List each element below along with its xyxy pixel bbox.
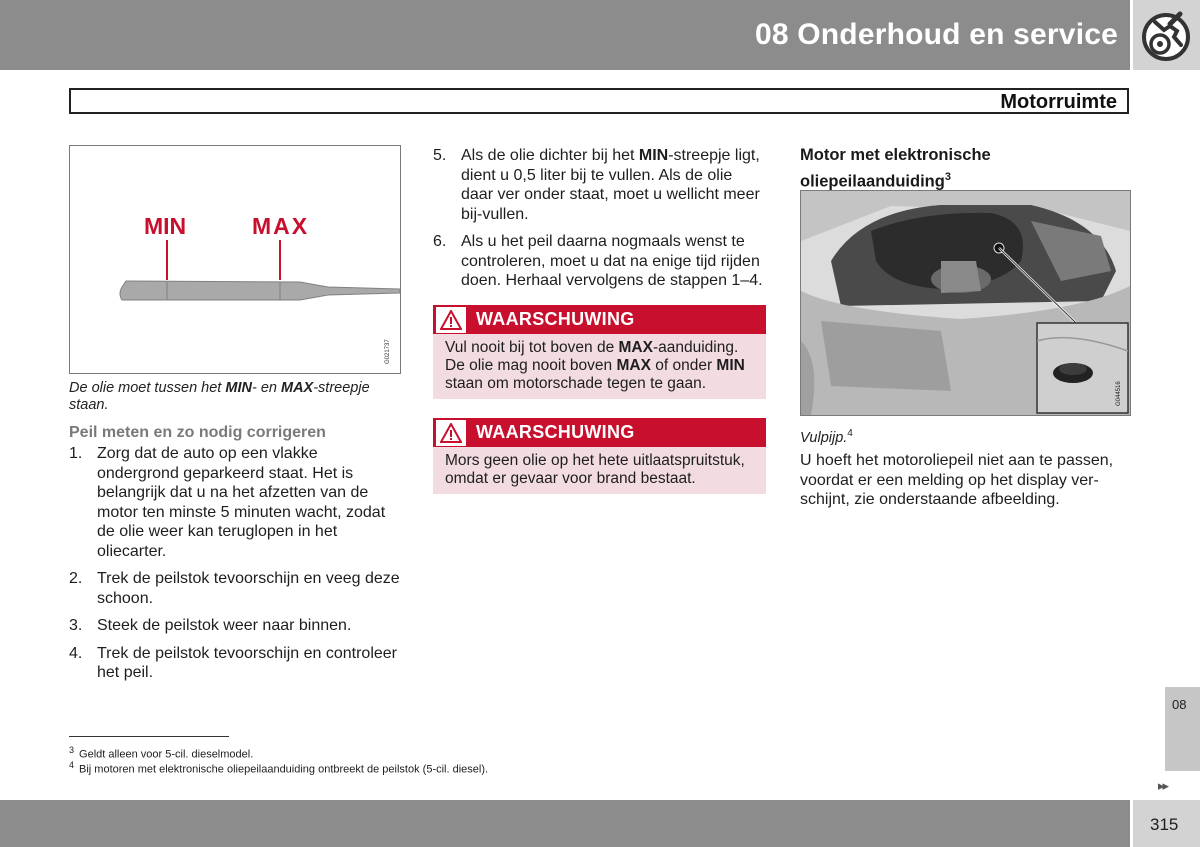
steps-list-continued	[433, 146, 766, 291]
figure-code: G021737	[385, 339, 391, 364]
caption-text: De olie moet tussen het	[69, 380, 226, 396]
step-number: 3.	[69, 617, 83, 634]
section-title: Motorruimte	[1000, 91, 1117, 113]
warning-header	[433, 418, 766, 447]
caption-text: Vulpijp.	[800, 429, 848, 446]
dipstick-figure	[69, 145, 401, 374]
step-text: Zorg dat de auto op een vlakke ondergrond geparkeerd staat. Het is belangrijk dat u na het afzetten van de motor ten minste 5 minuten wacht, zodat de olie weer kan teruglopen in het oliecarter.	[97, 445, 386, 560]
double-arrow-right-icon[interactable]: ▸▸	[1158, 778, 1168, 793]
footnote-divider	[69, 736, 229, 737]
list-item	[433, 146, 766, 224]
caption-max: MAX	[280, 380, 314, 396]
footnote-mark: 3	[69, 745, 75, 755]
dipstick-illustration	[70, 146, 400, 373]
list-item	[69, 616, 403, 636]
warning-text-part: staan om motorschade tegen te gaan.	[445, 375, 707, 392]
heading-text: oliepeilaanduiding	[800, 172, 945, 191]
step-text-part: -streepje ligt, dient u 0,5 liter bij te vullen. Als de olie daar ver onder staat, moet u wellicht meer bij-vullen.	[461, 147, 760, 223]
right-paragraph: U hoeft het motoroliepeil niet aan te passen, voordat er een melding op het display ver-schijnt, zie onderstaande afbeelding.	[800, 452, 1114, 508]
warning-text-bold: MIN	[716, 357, 745, 374]
warning-text-part: of onder	[650, 357, 717, 374]
list-item	[69, 644, 403, 683]
chapter-icon-box	[1133, 0, 1200, 70]
warning-title: WAARSCHUWING	[476, 422, 635, 442]
warning-text-bold: MAX	[616, 357, 651, 374]
step-text: Trek de peilstok tevoorschijn en veeg deze schoon.	[97, 570, 400, 607]
caption-min: MIN	[225, 380, 252, 396]
figure-caption	[69, 380, 401, 414]
step-text-bold: MIN	[638, 147, 669, 164]
step-number: 1.	[69, 445, 83, 462]
warning-text-part: -aanduiding. De olie mag nooit boven	[445, 339, 739, 374]
warning-text: Mors geen olie op het hete uitlaatspruitstuk, omdat er gevaar voor brand bestaat.	[433, 447, 766, 494]
warning-box-1	[433, 305, 766, 399]
step-text	[461, 146, 766, 224]
section-title-box	[69, 88, 1129, 114]
footnote	[69, 758, 488, 777]
chapter-tab-label: 08	[1172, 697, 1187, 712]
step-number: 4.	[69, 644, 83, 662]
heading-line: Motor met elektronische	[800, 146, 991, 164]
photo-code: G044516	[1116, 381, 1122, 406]
footnote-text: Bij motoren met elektronische oliepeilaanduiding ontbreekt de peilstok (5-cil. diesel).	[79, 763, 489, 776]
step-number: 2.	[69, 570, 83, 587]
warning-triangle-icon	[436, 420, 466, 446]
footnote-text: Geldt alleen voor 5-cil. dieselmodel.	[79, 748, 254, 761]
footnote-mark: 4	[69, 760, 75, 770]
list-item	[69, 569, 403, 608]
warning-header	[433, 305, 766, 334]
step-text: Als u het peil daarna nogmaals wenst te controleren, moet u dat na enige tijd rijden doen. Herhaal vervolgens de stappen 1–4.	[461, 233, 763, 289]
photo-caption	[800, 425, 853, 447]
caption-text: -streepje staan.	[69, 380, 370, 413]
step-number: 6.	[433, 233, 447, 250]
engine-bay-photo	[800, 190, 1131, 416]
min-label: MIN	[144, 213, 187, 239]
warning-text-bold: MAX	[618, 339, 653, 356]
step-number: 5.	[433, 147, 447, 164]
footer-bar	[0, 800, 1130, 847]
subheading: Peil meten en zo nodig corrigeren	[69, 424, 326, 441]
heading-line	[800, 166, 1130, 193]
warning-text-part: Vul nooit bij tot boven de	[445, 339, 619, 356]
list-item	[69, 444, 403, 561]
max-label: MAX	[252, 213, 310, 239]
warning-triangle-icon	[436, 307, 466, 333]
wrench-gear-icon	[1133, 0, 1200, 70]
footnote-ref: 3	[944, 171, 951, 183]
caption-text: - en	[251, 380, 281, 396]
warning-title: WAARSCHUWING	[476, 309, 635, 329]
footnote-ref: 4	[847, 428, 853, 439]
chapter-title: 08 Onderhoud en service	[754, 18, 1118, 51]
step-text: Steek de peilstok weer naar binnen.	[97, 617, 352, 634]
steps-list	[69, 444, 403, 683]
list-item	[433, 232, 766, 291]
page-number: 315	[1150, 815, 1179, 834]
right-heading	[800, 144, 1130, 193]
step-text-part: Als de olie dichter bij het	[461, 147, 639, 164]
step-text: Trek de peilstok tevoorschijn en controleer het peil.	[97, 644, 397, 681]
warning-box-2	[433, 418, 766, 494]
warning-text	[433, 334, 766, 399]
engine-bay-illustration	[801, 191, 1130, 415]
